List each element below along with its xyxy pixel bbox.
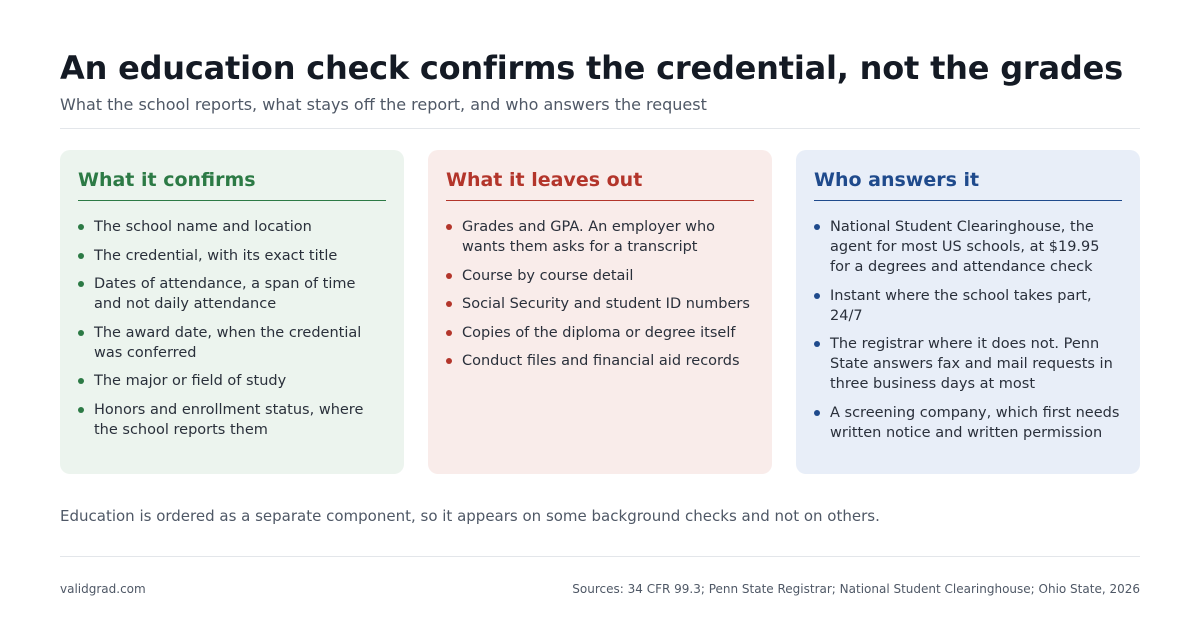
site-name: validgrad.com [60, 582, 146, 596]
list-item-text: Copies of the diploma or degree itself [462, 324, 736, 341]
list-item-text: Social Security and student ID numbers [462, 296, 750, 312]
list-item-text: Dates of attendance, a span of time and not daily attendance [94, 276, 356, 312]
card-title: Who answers it [814, 168, 1122, 201]
list-item [78, 274, 386, 314]
bullet-dot-icon [78, 330, 84, 336]
bullet-dot-icon [814, 341, 820, 347]
list-item [446, 217, 754, 257]
list-item [78, 323, 386, 363]
bullet-dot-icon [814, 410, 820, 416]
list-item [78, 371, 386, 391]
top-divider [60, 128, 1140, 129]
list-item [814, 403, 1122, 443]
bullet-dot-icon [814, 224, 820, 230]
list-item-text: A screening company, which first needs written notice and written permission [830, 404, 1120, 441]
page-title: An education check confirms the credential, not the grades [60, 49, 1123, 87]
list-item [446, 351, 754, 371]
list-item-text: Course by course detail [462, 267, 634, 284]
list-item [446, 294, 754, 314]
card-list [814, 217, 1122, 443]
card-row [60, 150, 1140, 474]
page-subtitle: What the school reports, what stays off the report, and who answers the request [60, 95, 707, 114]
list-item-text: The major or field of study [94, 373, 287, 389]
list-item [78, 246, 386, 266]
card-title: What it leaves out [446, 168, 754, 201]
bullet-dot-icon [446, 301, 452, 307]
bullet-dot-icon [78, 224, 84, 230]
card-title: What it confirms [78, 168, 386, 201]
footnote-text: Education is ordered as a separate component, so it appears on some background checks and not on others. [60, 507, 880, 525]
bullet-dot-icon [446, 224, 452, 230]
list-item [446, 266, 754, 286]
list-item [78, 400, 386, 440]
list-item-text: The school name and location [94, 219, 312, 235]
bullet-dot-icon [78, 253, 84, 259]
sources-text: Sources: 34 CFR 99.3; Penn State Registrar; National Student Clearinghouse; Ohio State, 2026 [572, 582, 1140, 596]
list-item [814, 217, 1122, 277]
bullet-dot-icon [814, 293, 820, 299]
list-item-text: Honors and enrollment status, where the school reports them [94, 401, 364, 438]
card-list [446, 217, 754, 371]
list-item-text: Grades and GPA. An employer who wants them asks for a transcript [462, 219, 716, 255]
list-item [814, 334, 1122, 394]
list-item-text: The award date, when the credential was conferred [94, 324, 362, 361]
list-item-text: National Student Clearinghouse, the agent for most US schools, at $19.95 for a degrees and attendance check [830, 219, 1100, 275]
bottom-divider [60, 556, 1140, 557]
bullet-dot-icon [78, 378, 84, 384]
card-what-it-leaves-out [428, 150, 772, 474]
bullet-dot-icon [78, 407, 84, 413]
bullet-dot-icon [446, 358, 452, 364]
list-item [814, 286, 1122, 326]
bullet-dot-icon [446, 273, 452, 279]
card-list [78, 217, 386, 440]
card-what-it-confirms [60, 150, 404, 474]
bullet-dot-icon [78, 281, 84, 287]
list-item-text: The credential, with its exact title [94, 247, 338, 264]
list-item [78, 217, 386, 237]
list-item-text: The registrar where it does not. Penn State answers fax and mail requests in three business days at most [830, 336, 1113, 392]
card-who-answers-it [796, 150, 1140, 474]
list-item-text: Conduct files and financial aid records [462, 353, 740, 369]
list-item-text: Instant where the school takes part, 24/7 [830, 287, 1092, 324]
list-item [446, 323, 754, 343]
bullet-dot-icon [446, 330, 452, 336]
